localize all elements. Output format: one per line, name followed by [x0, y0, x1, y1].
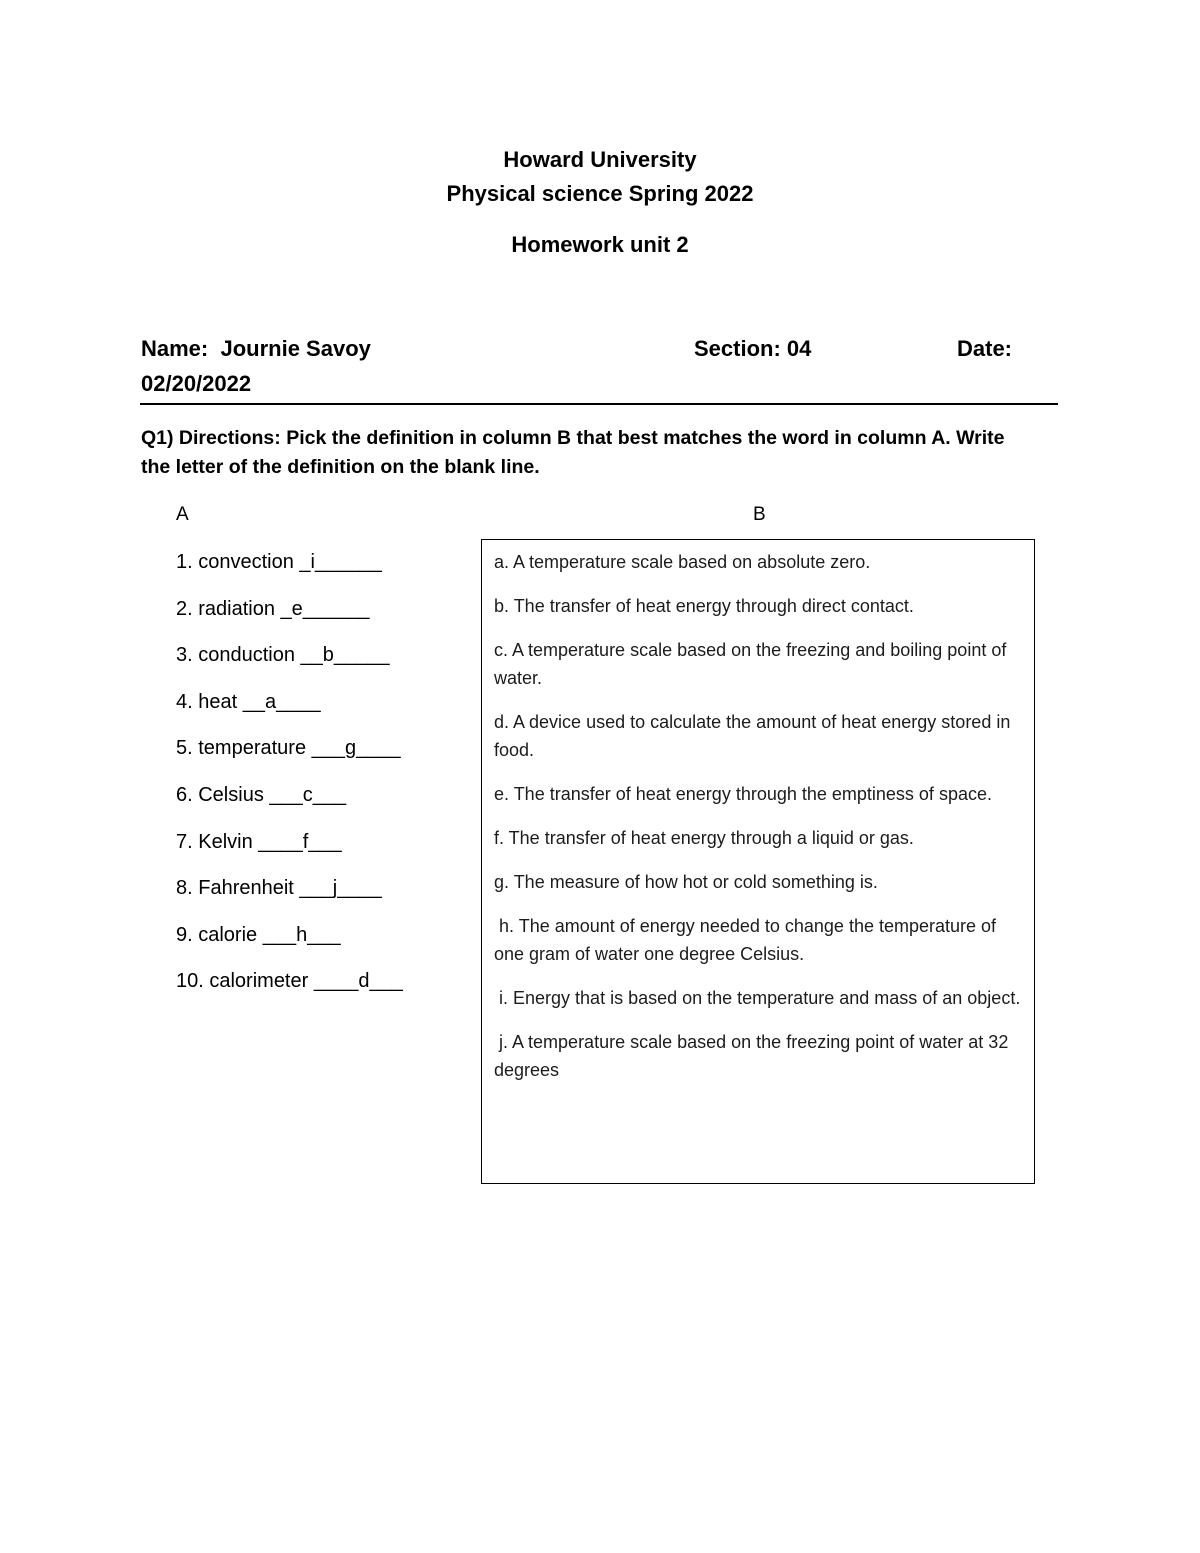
- definition-item: f. The transfer of heat energy through a liquid or gas.: [494, 828, 914, 848]
- column-a-heading: A: [176, 504, 189, 525]
- student-name: Name: Journie Savoy: [141, 336, 371, 361]
- matching-term: 2. radiation _e______: [176, 597, 370, 620]
- definition-item: a. A temperature scale based on absolute zero.: [494, 552, 871, 572]
- definition-item: d. A device used to calculate the amount of heat energy stored in food.: [494, 712, 1016, 760]
- header-divider: [140, 403, 1058, 405]
- matching-term: 6. Celsius ___c___: [176, 783, 347, 806]
- directions-line-2: the letter of the definition on the blank line.: [141, 456, 540, 478]
- definitions-box: [481, 539, 1035, 1184]
- definition-item: g. The measure of how hot or cold something is.: [494, 872, 878, 892]
- matching-term: 4. heat __a____: [176, 690, 321, 713]
- definition-item: b. The transfer of heat energy through direct contact.: [494, 596, 914, 616]
- question-directions: [141, 424, 1061, 482]
- institution-title: Howard University: [503, 147, 697, 172]
- matching-term: 5. temperature ___g____: [176, 737, 401, 760]
- matching-term: 10. calorimeter ____d___: [176, 970, 403, 993]
- matching-term: 7. Kelvin ____f___: [176, 830, 342, 853]
- section-number: Section: 04: [694, 336, 812, 361]
- matching-term: 3. conduction __b_____: [176, 644, 390, 667]
- definition-item: i. Energy that is based on the temperature and mass of an object.: [494, 988, 1021, 1008]
- directions-line-1: Q1) Directions: Pick the definition in column B that best matches the word in column A. Write: [141, 427, 1005, 449]
- definition-item: h. The amount of energy needed to change the temperature of one gram of water one degree Celsius.: [494, 916, 1002, 964]
- matching-term: 1. convection _i______: [176, 551, 382, 573]
- column-b-list: [494, 548, 1026, 1100]
- column-b-heading: B: [753, 504, 766, 525]
- definition-item: e. The transfer of heat energy through the emptiness of space.: [494, 784, 992, 804]
- date-value: 02/20/2022: [141, 371, 252, 396]
- matching-term: 9. calorie ___h___: [176, 923, 341, 946]
- column-a-list: [176, 548, 403, 1014]
- definition-item: j. A temperature scale based on the freezing point of water at 32 degrees: [494, 1032, 1014, 1080]
- definition-item: c. A temperature scale based on the freezing and boiling point of water.: [494, 640, 1012, 688]
- date-label: Date:: [957, 336, 1013, 361]
- assignment-title: Homework unit 2: [511, 232, 689, 257]
- matching-term: 8. Fahrenheit ___j____: [176, 877, 382, 900]
- course-title: Physical science Spring 2022: [446, 181, 754, 206]
